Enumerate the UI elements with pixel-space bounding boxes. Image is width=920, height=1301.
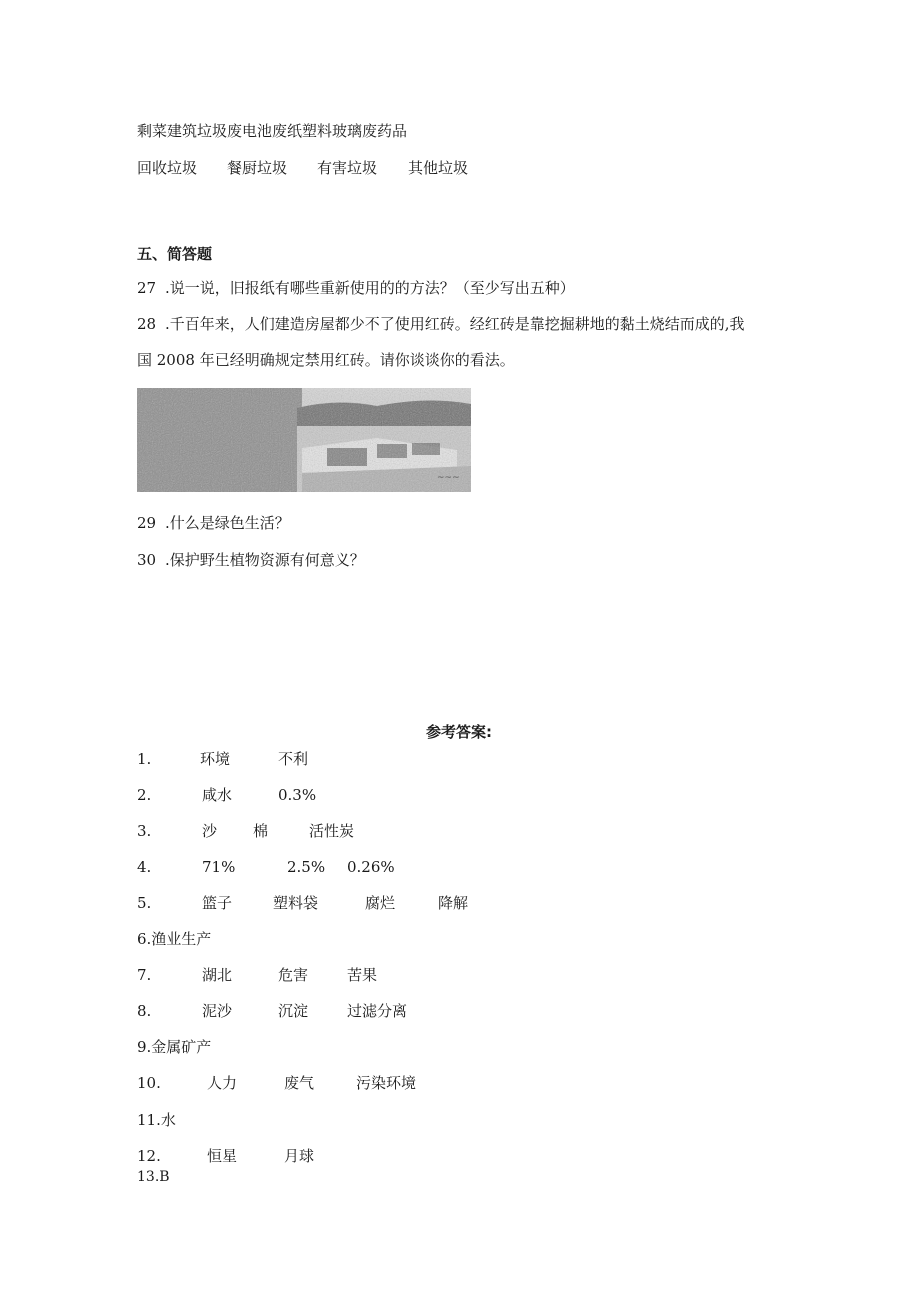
svg-text:~~~: ~~~ — [437, 473, 460, 483]
answer-part: 过滤分离 — [347, 1002, 408, 1020]
category-hazardous: 有害垃圾 — [317, 159, 378, 177]
answer-number: 12. — [137, 1147, 161, 1165]
category-other: 其他垃圾 — [408, 159, 469, 177]
answer-number: 10. — [137, 1074, 161, 1092]
answer-number: 8. — [137, 1002, 152, 1020]
answer-part: 废气 — [284, 1074, 315, 1092]
answer-number: 1. — [137, 750, 152, 768]
answer-part: 腐烂 — [365, 894, 396, 912]
answer-part: 泥沙 — [202, 1002, 233, 1020]
answer-part: 2.5% — [287, 858, 326, 876]
question-number: 29 — [137, 514, 157, 532]
answer-13: 13.B — [137, 1169, 170, 1185]
answer-part: 篮子 — [202, 894, 233, 912]
answer-part: 沉淀 — [278, 1002, 309, 1020]
answer-part: 湖北 — [202, 966, 233, 984]
answer-part: 苦果 — [347, 966, 378, 984]
question-28 — [137, 314, 745, 334]
answer-part: 环境 — [200, 750, 231, 768]
answer-part: 棉 — [253, 822, 269, 840]
answer-part: 0.3% — [278, 786, 317, 804]
answer-part: 污染环境 — [356, 1074, 417, 1092]
answer-number: 7. — [137, 966, 152, 984]
answer-part: 71% — [202, 858, 236, 876]
question-number: 30 — [137, 551, 157, 569]
brick-kiln-photo — [137, 388, 471, 492]
question-29 — [137, 513, 290, 533]
section-title: 五、简答题 — [137, 245, 213, 263]
answer-part: 塑料袋 — [273, 894, 319, 912]
answers-title-text: 参考答案: — [426, 723, 492, 741]
question-30 — [137, 550, 365, 570]
answer-part: 恒星 — [207, 1147, 238, 1165]
question-text: .说一说，旧报纸有哪些重新使用的的方法？（至少写出五种） — [165, 279, 575, 297]
answer-6: 6.渔业生产 — [137, 930, 212, 948]
answer-part: 活性炭 — [309, 822, 355, 840]
garbage-items-line: 剩菜建筑垃圾废电池废纸塑料玻璃废药品 — [137, 122, 408, 140]
question-text: .保护野生植物资源有何意义？ — [165, 551, 365, 569]
answer-part: 降解 — [438, 894, 469, 912]
question-28-continued: 国 2008 年已经明确规定禁用红砖。请你谈谈你的看法。 — [137, 351, 515, 369]
answer-number: 5. — [137, 894, 152, 912]
answer-number: 2. — [137, 786, 152, 804]
answer-number: 3. — [137, 822, 152, 840]
answer-number: 4. — [137, 858, 152, 876]
answer-part: 危害 — [278, 966, 309, 984]
answer-9: 9.金属矿产 — [137, 1038, 212, 1056]
question-number: 27 — [137, 279, 157, 297]
answer-part: 0.26% — [347, 858, 395, 876]
category-recyclable: 回收垃圾 — [137, 159, 198, 177]
answer-part: 人力 — [207, 1074, 238, 1092]
answer-11: 11.水 — [137, 1111, 176, 1129]
question-27 — [137, 278, 575, 298]
answer-part: 月球 — [284, 1147, 315, 1165]
answer-part: 不利 — [278, 750, 309, 768]
question-text: .什么是绿色生活？ — [165, 514, 290, 532]
garbage-categories — [137, 158, 468, 178]
category-kitchen: 餐厨垃圾 — [227, 159, 288, 177]
question-text: .千百年来，人们建造房屋都少不了使用红砖。经红砖是靠挖掘耕地的黏土烧结而成的,我 — [165, 315, 745, 333]
answer-part: 沙 — [202, 822, 218, 840]
answer-part: 咸水 — [202, 786, 233, 804]
question-number: 28 — [137, 315, 157, 333]
